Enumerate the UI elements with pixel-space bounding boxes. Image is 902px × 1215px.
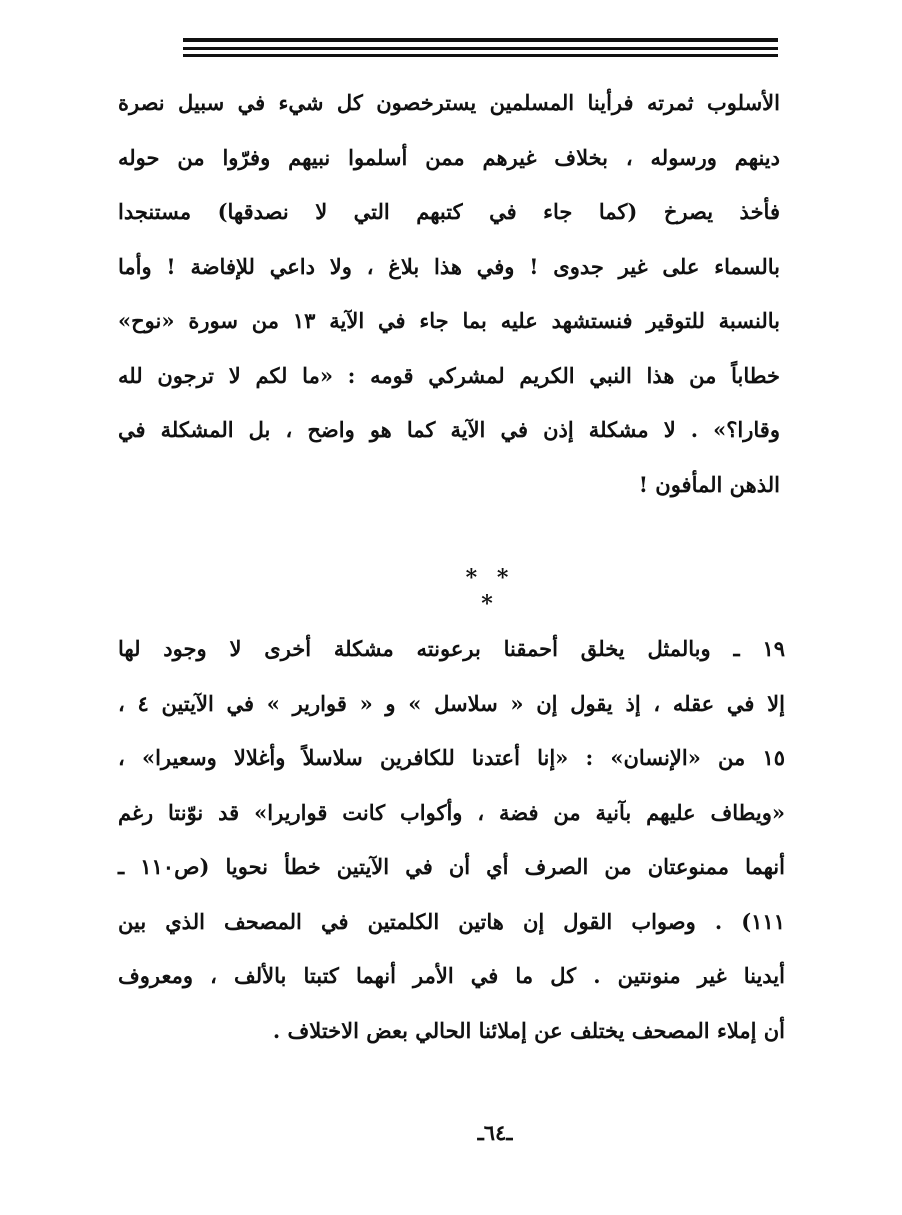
text-line: أنهما ممنوعتان من الصرف أي أن في الآيتين خطأ نحويا (ص١١٠ ـ <box>118 854 785 879</box>
page-number: ـ٦٤ـ <box>477 1120 513 1145</box>
text-line: ١٩ ـ وبالمثل يخلق أحمقنا برعونته مشكلة أخرى لا وجود لها <box>118 636 785 661</box>
paragraph-1 <box>118 76 780 512</box>
text-line: خطاباً من هذا النبي الكريم لمشركي قومه : «ما لكم لا ترجون لله <box>118 362 780 388</box>
section-separator: * * * <box>465 565 515 617</box>
text-line: أن إملاء المصحف يختلف عن إملائنا الحالي بعض الاختلاف . <box>272 1017 785 1043</box>
header-rule-line <box>183 54 778 57</box>
header-rule-line <box>183 38 778 42</box>
text-line: دينهم ورسوله ، بخلاف غيرهم ممن أسلموا نبيهم وفرّوا من حوله <box>118 144 780 170</box>
header-rule-line <box>183 47 778 50</box>
text-line: الذهن المأفون ! <box>638 471 780 497</box>
text-line: «ويطاف عليهم بآنية من فضة ، وأكواب كانت قواريرا» قد نوّنتا رغم <box>118 799 785 825</box>
text-line: ١٥ من «الإنسان» : «إنا أعتدنا للكافرين سلاسلاً وأغلالا وسعيرا» ، <box>118 745 785 770</box>
paragraph-2 <box>118 622 785 1058</box>
text-line: وقارا؟» . لا مشكلة إذن في الآية كما هو واضح ، بل المشكلة في <box>118 417 780 442</box>
text-line: بالنسبة للتوقير فنستشهد عليه بما جاء في الآية ١٣ من سورة «نوح» <box>118 308 780 333</box>
text-line: إلا في عقله ، إذ يقول إن « سلاسل » و « قوارير » في الآيتين ٤ ، <box>118 690 785 716</box>
text-line: فأخذ يصرخ (كما جاء في كتبهم التي لا نصدقها) مستنجدا <box>118 199 780 224</box>
text-line: أيدينا غير منونتين . كل ما في الأمر أنهما كتبتا بالألف ، ومعروف <box>118 963 785 988</box>
header-rule <box>183 38 778 60</box>
text-line: الأسلوب ثمرته فرأينا المسلمين يسترخصون كل شيء في سبيل نصرة <box>118 90 780 115</box>
text-line: ١١١) . وصواب القول إن هاتين الكلمتين في المصحف الذي بين <box>118 908 785 934</box>
text-line: بالسماء على غير جدوى ! وفي هذا بلاغ ، ولا داعي للإفاضة ! وأما <box>118 253 780 279</box>
